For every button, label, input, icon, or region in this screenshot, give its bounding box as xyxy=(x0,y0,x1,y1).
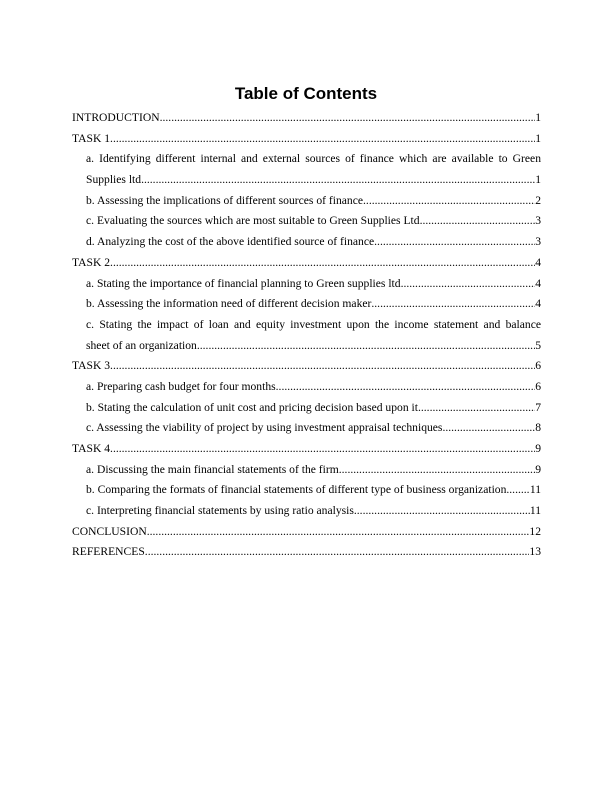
toc-page-number: 5 xyxy=(535,338,541,352)
toc-entry-task-1a[interactable] xyxy=(72,149,541,190)
toc-entry-text: a. Discussing the main financial statements of the firm xyxy=(86,462,339,476)
toc-entry-task-1[interactable] xyxy=(72,129,541,150)
toc-entry-task-3[interactable] xyxy=(72,356,541,377)
toc-entry-text: b. Assessing the information need of different decision maker xyxy=(86,297,372,311)
toc-entry-text: INTRODUCTION xyxy=(72,111,160,124)
dot-leader xyxy=(509,480,530,501)
toc-entry-task-3a[interactable] xyxy=(72,377,541,398)
toc-entry-text-line1: a. Identifying different internal and external sources of finance which are available to Green xyxy=(86,152,541,166)
toc-entry-text: TASK 3 xyxy=(72,359,111,373)
toc-page-number: 9 xyxy=(535,442,541,456)
toc-entry-text: a. Stating the importance of financial planning to Green supplies ltd xyxy=(86,276,401,290)
toc-entry-introduction[interactable] xyxy=(72,108,541,129)
dot-leader xyxy=(147,522,530,543)
toc-page-number: 6 xyxy=(535,379,541,393)
toc-entry-task-1b[interactable] xyxy=(72,191,541,212)
dot-leader xyxy=(374,232,535,253)
toc-page-number: 1 xyxy=(535,131,541,145)
toc-page-number: 11 xyxy=(529,483,541,497)
toc-page-number: 12 xyxy=(529,524,541,538)
toc-entry-text: c. Interpreting financial statements by using ratio analysis xyxy=(86,504,354,518)
dot-leader xyxy=(401,274,536,295)
toc-entry-task-2[interactable] xyxy=(72,253,541,274)
toc-entry-text: b. Comparing the formats of financial statements of different type of business organization. xyxy=(86,483,510,497)
toc-entry-references[interactable] xyxy=(72,542,541,563)
dot-leader xyxy=(363,191,535,212)
toc-page-number: 4 xyxy=(535,297,541,311)
toc-entry-text: sheet of an organization xyxy=(86,338,197,352)
toc-entry-text: c. Assessing the viability of project by using investment appraisal techniques xyxy=(86,421,443,435)
toc-page-number: 4 xyxy=(535,255,541,269)
dot-leader xyxy=(110,356,535,377)
toc-entry-task-1d[interactable] xyxy=(72,232,541,253)
toc-entry-text: TASK 2 xyxy=(72,255,111,269)
dot-leader xyxy=(197,336,535,357)
dot-leader xyxy=(160,108,536,129)
dot-leader xyxy=(418,398,535,419)
dot-leader xyxy=(339,460,535,481)
dot-leader xyxy=(110,439,535,460)
toc-entry-text: c. Evaluating the sources which are most suitable to Green Supplies Ltd xyxy=(86,214,420,228)
toc-entry-task-4c[interactable] xyxy=(72,501,541,522)
toc-page-number: 1 xyxy=(535,173,541,187)
toc-entry-text: Supplies ltd. xyxy=(86,173,144,187)
toc-page-number: 11 xyxy=(529,504,541,518)
toc-entry-text: CONCLUSION xyxy=(72,524,147,538)
page-title: Table of Contents xyxy=(234,84,378,103)
toc-page-number: 6 xyxy=(535,359,541,373)
dot-leader xyxy=(276,377,536,398)
toc-entry-task-4a[interactable] xyxy=(72,460,541,481)
toc-page-number: 13 xyxy=(529,545,541,559)
toc-entry-text: a. Preparing cash budget for four months xyxy=(86,379,276,393)
toc-entry-task-2c[interactable] xyxy=(72,315,541,356)
toc-entry-text: TASK 4 xyxy=(72,442,111,456)
dot-leader xyxy=(354,501,530,522)
toc-entry-task-4[interactable] xyxy=(72,439,541,460)
toc-entry-text: b. Assessing the implications of different sources of finance xyxy=(86,193,364,207)
toc-page-number: 2 xyxy=(535,193,541,207)
toc-page-number: 7 xyxy=(535,400,541,414)
toc-entry-task-2b[interactable] xyxy=(72,294,541,315)
toc-entry-text: d. Analyzing the cost of the above identified source of finance xyxy=(86,235,375,249)
table-of-contents xyxy=(72,108,541,563)
toc-page-number: 3 xyxy=(535,214,541,228)
toc-page-number: 8 xyxy=(535,421,541,435)
dot-leader xyxy=(442,418,535,439)
dot-leader xyxy=(145,542,530,563)
dot-leader xyxy=(110,129,535,150)
toc-entry-text-line1: c. Stating the impact of loan and equity investment upon the income statement and balance xyxy=(86,317,541,331)
toc-entry-task-3c[interactable] xyxy=(72,418,541,439)
toc-page-number: 3 xyxy=(535,235,541,249)
toc-entry-text: TASK 1 xyxy=(72,131,111,145)
toc-page-number: 1 xyxy=(535,111,541,124)
dot-leader xyxy=(144,170,535,191)
toc-entry-task-4b[interactable] xyxy=(72,480,541,501)
toc-entry-text: REFERENCES xyxy=(72,545,145,559)
toc-entry-task-1c[interactable] xyxy=(72,211,541,232)
dot-leader xyxy=(110,253,535,274)
toc-entry-conclusion[interactable] xyxy=(72,522,541,543)
toc-entry-task-2a[interactable] xyxy=(72,274,541,295)
toc-page-number: 4 xyxy=(535,276,541,290)
toc-page-number: 9 xyxy=(535,462,541,476)
toc-entry-text: b. Stating the calculation of unit cost and pricing decision based upon it xyxy=(86,400,418,414)
dot-leader xyxy=(371,294,535,315)
dot-leader xyxy=(420,211,536,232)
toc-entry-task-3b[interactable] xyxy=(72,398,541,419)
